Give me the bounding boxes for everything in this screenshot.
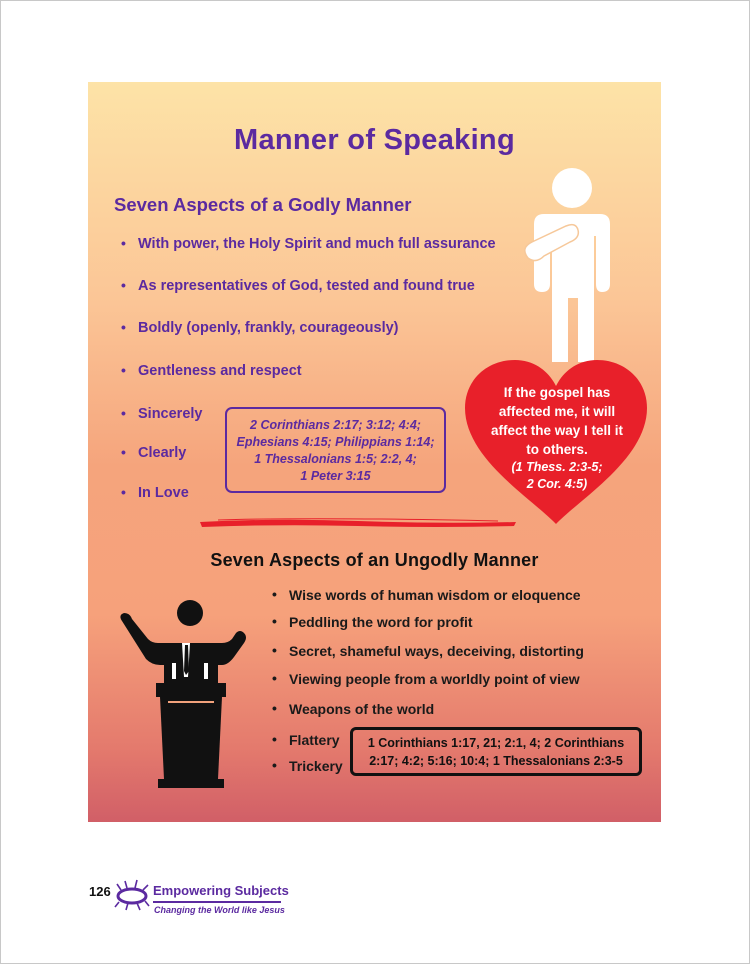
list-item: • Flattery <box>289 732 340 748</box>
list-item: • Weapons of the world <box>289 701 434 717</box>
red-brush-divider <box>198 516 518 530</box>
list-item: • Wise words of human wisdom or eloquence <box>289 587 581 603</box>
list-item: • Boldly (openly, frankly, courageously) <box>138 320 399 336</box>
crown-of-thorns-logo-icon <box>113 876 151 914</box>
reference-line: 1 Thessalonians 1:5; 2:2, 4; <box>254 452 417 466</box>
heart-message <box>472 383 642 493</box>
reference-line: 2:17; 4:2; 5:16; 10:4; 1 Thessalonians 2:3-5 <box>369 754 623 768</box>
ungodly-heading: Seven Aspects of an Ungodly Manner <box>210 550 539 570</box>
person-hand-on-heart-icon <box>522 166 612 366</box>
list-item: • Sincerely <box>138 406 203 422</box>
heart-line: If the gospel has <box>503 385 611 400</box>
heart-line: to others. <box>526 442 588 457</box>
reference-line: Ephesians 4:15; Philippians 1:14; <box>236 435 435 449</box>
reference-line: 1 Corinthians 1:17, 21; 2:1, 4; 2 Corinthians <box>367 736 625 750</box>
heart-line: affect the way I tell it <box>490 423 624 438</box>
list-item: • As representatives of God, tested and found true <box>138 278 475 294</box>
list-item: • Secret, shameful ways, deceiving, distorting <box>289 643 584 659</box>
list-item: • Clearly <box>138 445 186 461</box>
list-item: • Trickery <box>289 758 343 774</box>
list-item: • In Love <box>138 485 189 501</box>
poster-panel <box>88 82 661 822</box>
speaker-at-podium-icon <box>118 597 248 792</box>
list-item: • Gentleness and respect <box>138 363 302 379</box>
reference-line: 1 Peter 3:15 <box>300 469 371 483</box>
reference-line: 2 Corinthians 2:17; 3:12; 4:4; <box>250 418 421 432</box>
page-number: 126 <box>89 884 111 899</box>
godly-references-box <box>225 407 446 493</box>
list-item: • With power, the Holy Spirit and much full assurance <box>138 236 496 252</box>
list-item: • Peddling the word for profit <box>289 614 473 630</box>
heart-reference: 2 Cor. 4:5) <box>526 477 588 491</box>
brand-underline <box>153 901 281 903</box>
brand-name: Empowering Subjects <box>153 883 289 898</box>
page-title: Manner of Speaking <box>234 124 515 156</box>
ungodly-references-box <box>350 727 642 776</box>
godly-heading: Seven Aspects of a Godly Manner <box>114 194 412 215</box>
heart-line: affected me, it will <box>498 404 616 419</box>
brand-tagline: Changing the World like Jesus <box>154 905 285 915</box>
heart-reference: (1 Thess. 2:3-5; <box>511 460 603 474</box>
list-item: • Viewing people from a worldly point of view <box>289 671 580 687</box>
